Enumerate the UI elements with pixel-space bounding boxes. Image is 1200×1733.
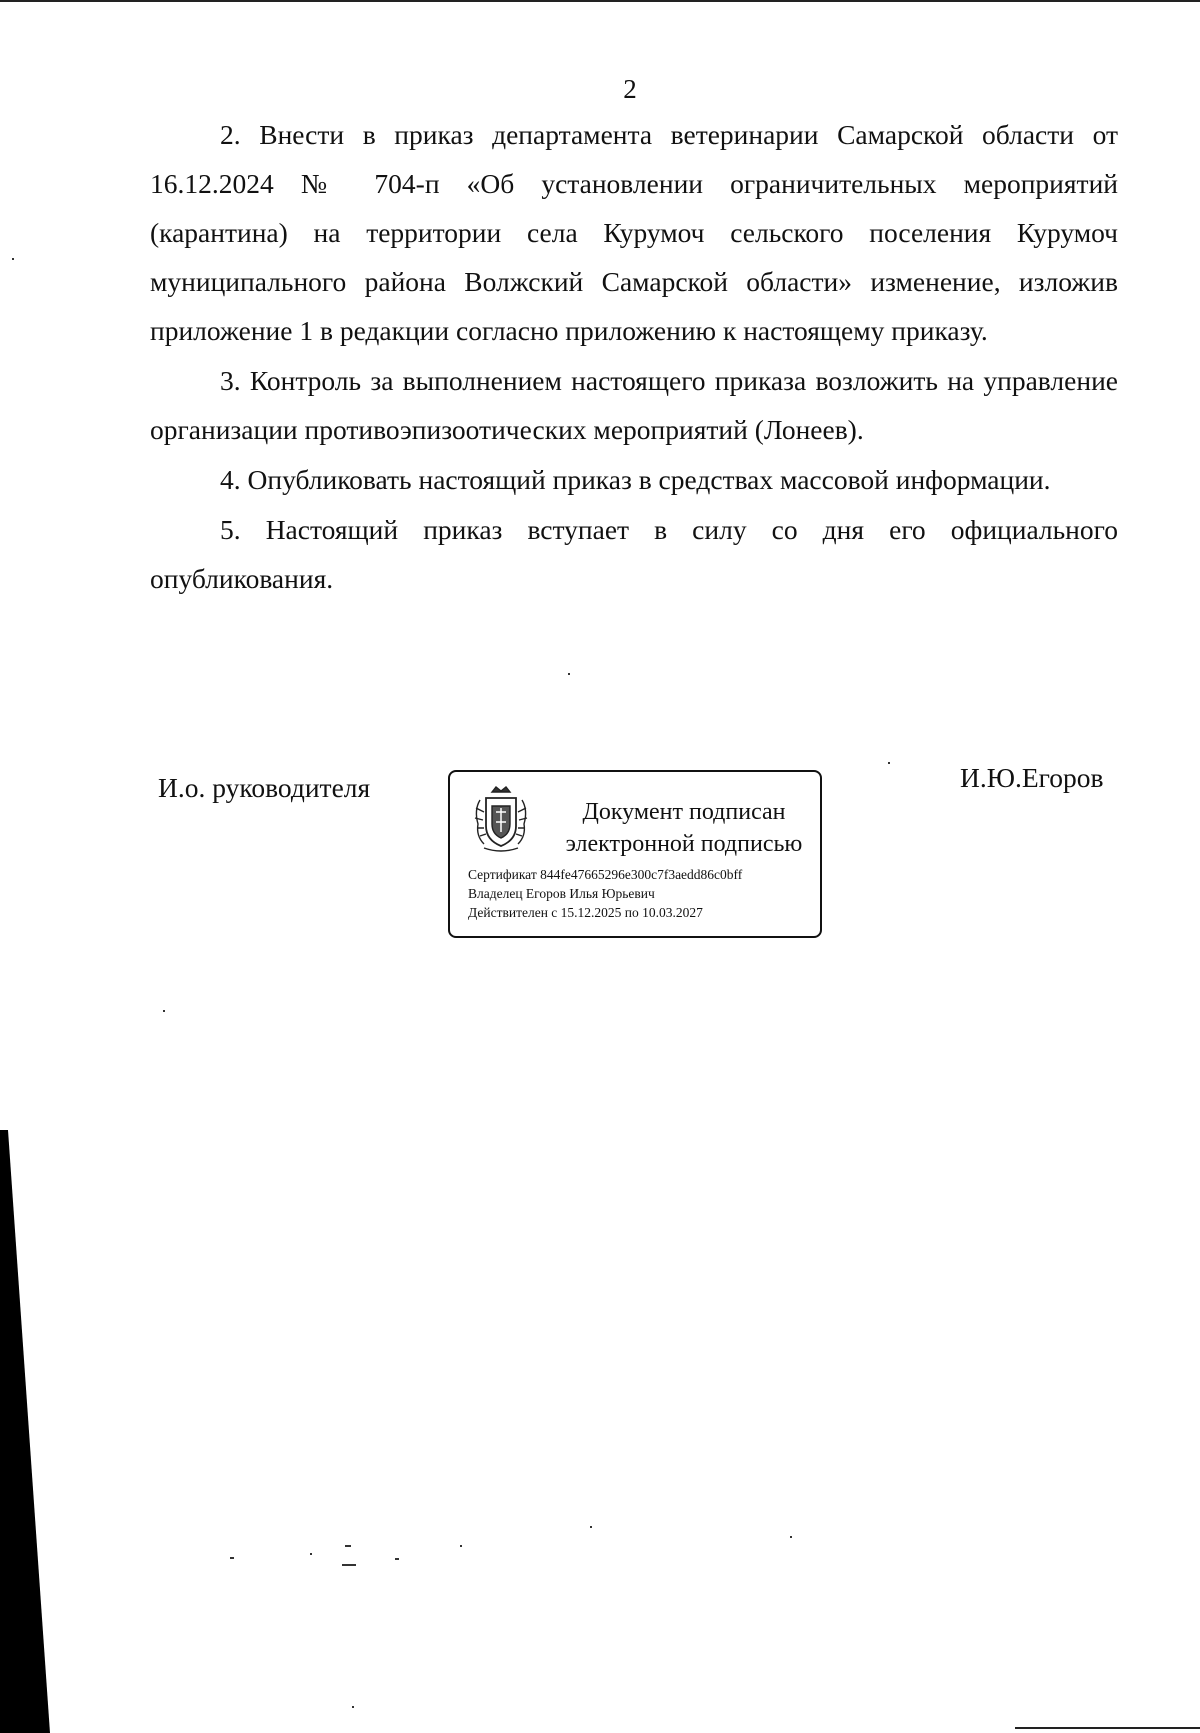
scan-speck: [888, 762, 890, 764]
order-body: [150, 110, 1118, 604]
scan-speck: [310, 1553, 312, 1555]
page-number: 2: [623, 74, 637, 104]
signer-position: И.о. руководителя: [158, 772, 371, 803]
certificate-validity: Действителен с 15.12.2025 по 10.03.2027: [468, 905, 703, 920]
certificate-owner: Владелец Егоров Илья Юрьевич: [468, 886, 655, 901]
scan-shadow: [0, 1130, 50, 1733]
scan-speck: [345, 1545, 351, 1547]
scan-speck: [12, 258, 14, 260]
paragraph-amendment: 2. Внести в приказ департамента ветеринарии Самарской области от 16.12.2024 № 704-п «Об установлении ограничительных мероприятий (карантина) на территории села Курумоч сельского поселения Курумоч муниципального района Волжский Самарской области» изменение, изложив приложение 1 в редакции согласно приложению к настоящему приказу.: [150, 119, 1118, 346]
scan-speck: [790, 1536, 792, 1538]
certificate-number: Сертификат 844fe47665296e300c7f3aedd86c0bff: [468, 867, 743, 882]
stamp-title-line1: Документ подписан: [582, 799, 786, 825]
scan-speck: [163, 1010, 165, 1012]
electronic-signature-stamp: [448, 770, 822, 938]
scan-speck: [460, 1545, 462, 1547]
paragraph-control: 3. Контроль за выполнением настоящего приказа возложить на управление организации противоэпизоотических мероприятий (Лонеев).: [150, 365, 1118, 445]
signer-name: И.Ю.Егоров: [960, 762, 1104, 793]
paragraph-effective-date: 5. Настоящий приказ вступает в силу со дня его официального опубликования.: [150, 514, 1118, 594]
scan-bottom-edge: [1015, 1727, 1200, 1729]
scan-speck: [342, 1564, 356, 1566]
coat-of-arms-icon: [470, 784, 532, 854]
scan-speck: [590, 1526, 592, 1528]
stamp-title-line2: электронной подписью: [565, 831, 803, 857]
stamp-title: [555, 796, 813, 860]
scan-speck: [352, 1706, 354, 1708]
scan-speck: [568, 673, 570, 675]
scan-speck: [230, 1557, 234, 1559]
paragraph-publication: 4. Опубликовать настоящий приказ в средствах массовой информации.: [220, 464, 1051, 495]
scan-speck: [395, 1558, 399, 1560]
scan-top-edge: [0, 0, 1200, 2]
